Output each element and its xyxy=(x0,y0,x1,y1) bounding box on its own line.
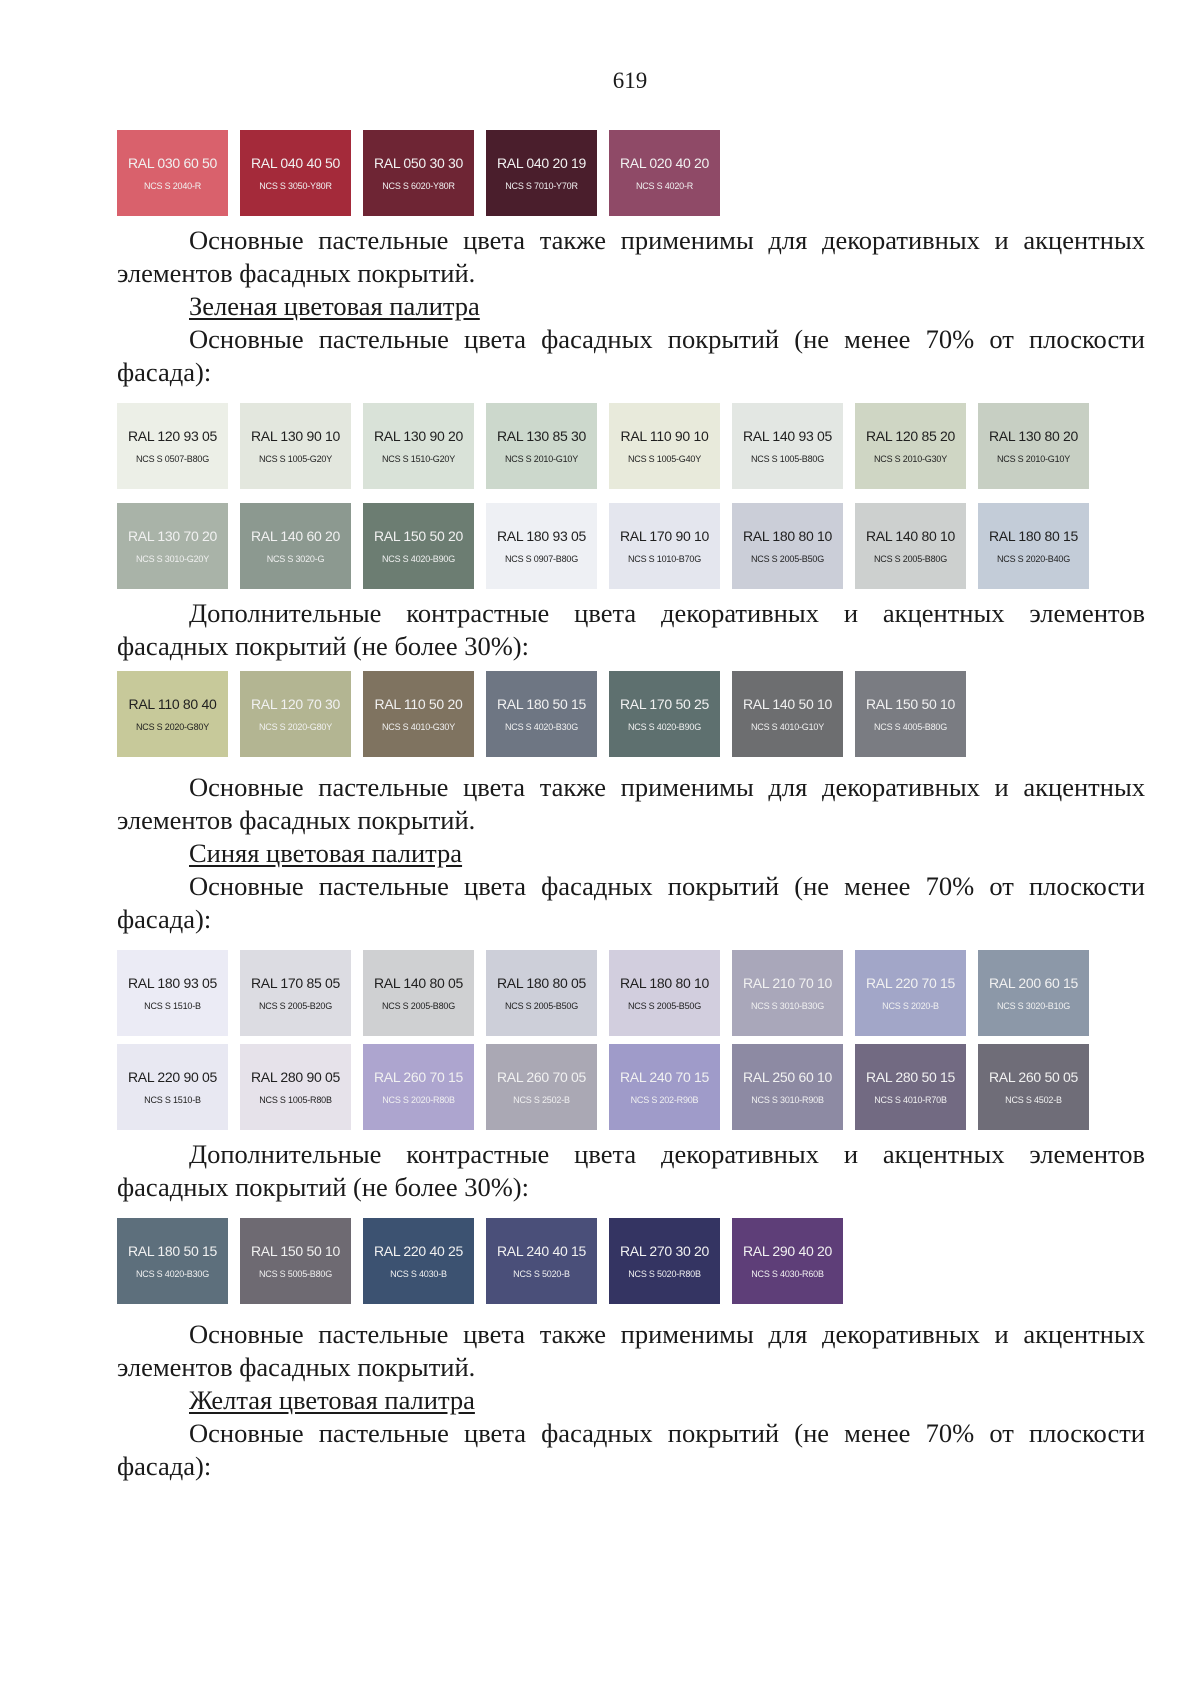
swatch-ral-code: RAL 150 50 10 xyxy=(251,1243,340,1259)
swatch-ral-code: RAL 220 70 15 xyxy=(866,975,955,991)
swatch-ral-code: RAL 130 90 20 xyxy=(374,428,463,444)
swatch-ncs-code: NCS S 1010-B70G xyxy=(627,554,702,564)
swatch-ral-code: RAL 130 90 10 xyxy=(251,428,340,444)
color-swatch xyxy=(609,403,720,489)
color-swatch xyxy=(117,671,228,757)
swatch-ncs-code: NCS S 4020-B30G xyxy=(135,1269,210,1279)
color-swatch xyxy=(978,1044,1089,1130)
swatch-ral-code: RAL 180 80 05 xyxy=(497,975,586,991)
color-swatch xyxy=(240,671,351,757)
swatch-ral-code: RAL 180 50 15 xyxy=(128,1243,217,1259)
color-swatch xyxy=(855,671,966,757)
color-swatch xyxy=(609,1218,720,1304)
swatch-ral-code: RAL 180 80 10 xyxy=(620,975,709,991)
swatch-ral-code: RAL 120 93 05 xyxy=(128,428,217,444)
swatch-ral-code: RAL 180 80 10 xyxy=(743,528,832,544)
swatch-ncs-code: NCS S 1005-B80G xyxy=(750,454,825,464)
paragraph-green-extra: Дополнительные контрастные цвета декоративных и акцентных элементов фасадных покрытий (не более 30%): xyxy=(117,598,1145,661)
swatch-ral-code: RAL 130 85 30 xyxy=(497,428,586,444)
swatch-ncs-code: NCS S 3020-B10G xyxy=(996,1001,1071,1011)
swatch-ral-code: RAL 260 70 05 xyxy=(497,1069,586,1085)
swatch-ral-code: RAL 250 60 10 xyxy=(743,1069,832,1085)
swatch-ncs-code: NCS S 4020-B90G xyxy=(381,554,456,564)
color-swatch xyxy=(486,503,597,589)
swatch-ral-code: RAL 040 20 19 xyxy=(497,155,586,171)
heading-yellow-palette xyxy=(117,1384,1145,1417)
swatch-ral-code: RAL 140 60 20 xyxy=(251,528,340,544)
swatch-ral-code: RAL 240 40 15 xyxy=(497,1243,586,1259)
paragraph-green-also: Основные пастельные цвета также применимы для декоративных и акцентных элементов фасадных покрытий. xyxy=(117,772,1145,835)
swatch-ral-code: RAL 260 50 05 xyxy=(989,1069,1078,1085)
swatch-ral-code: RAL 170 85 05 xyxy=(251,975,340,991)
swatch-ral-code: RAL 180 93 05 xyxy=(497,528,586,544)
swatch-ncs-code: NCS S 2020-B40G xyxy=(996,554,1071,564)
swatch-ncs-code: NCS S 6020-Y80R xyxy=(382,181,455,191)
swatch-ncs-code: NCS S 7010-Y70R xyxy=(505,181,578,191)
swatch-ral-code: RAL 210 70 10 xyxy=(743,975,832,991)
swatch-ncs-code: NCS S 4010-R70B xyxy=(874,1095,947,1105)
swatch-ncs-code: NCS S 2020-B xyxy=(882,1001,939,1011)
color-swatch xyxy=(363,503,474,589)
swatch-ral-code: RAL 150 50 10 xyxy=(866,696,955,712)
color-swatch xyxy=(609,671,720,757)
color-swatch xyxy=(486,671,597,757)
heading-yellow-palette-text: Желтая цветовая палитра xyxy=(189,1385,475,1415)
color-swatch xyxy=(117,130,228,216)
swatch-ral-code: RAL 170 90 10 xyxy=(620,528,709,544)
swatch-ral-code: RAL 110 90 10 xyxy=(620,428,709,444)
color-swatch xyxy=(117,1218,228,1304)
heading-blue-palette xyxy=(117,837,1145,870)
palette-green-main-row2 xyxy=(117,503,1145,589)
swatch-ral-code: RAL 130 80 20 xyxy=(989,428,1078,444)
color-swatch xyxy=(363,950,474,1036)
swatch-ncs-code: NCS S 2010-G10Y xyxy=(996,454,1071,464)
swatch-ral-code: RAL 120 70 30 xyxy=(251,696,340,712)
color-swatch xyxy=(732,503,843,589)
swatch-ncs-code: NCS S 5005-B80G xyxy=(258,1269,333,1279)
swatch-ncs-code: NCS S 5020-B xyxy=(513,1269,570,1279)
swatch-ncs-code: NCS S 3010-G20Y xyxy=(135,554,210,564)
swatch-ncs-code: NCS S 2502-B xyxy=(513,1095,570,1105)
swatch-ncs-code: NCS S 3020-G xyxy=(266,554,325,564)
swatch-ral-code: RAL 270 30 20 xyxy=(620,1243,709,1259)
color-swatch xyxy=(117,1044,228,1130)
swatch-ral-code: RAL 180 93 05 xyxy=(128,975,217,991)
color-swatch xyxy=(978,503,1089,589)
swatch-ncs-code: NCS S 3010-B30G xyxy=(750,1001,825,1011)
heading-green-palette xyxy=(117,290,1145,323)
color-swatch xyxy=(117,950,228,1036)
color-swatch xyxy=(609,1044,720,1130)
swatch-ral-code: RAL 170 50 25 xyxy=(620,696,709,712)
swatch-ncs-code: NCS S 2010-G10Y xyxy=(504,454,579,464)
swatch-ncs-code: NCS S 4020-B90G xyxy=(627,722,702,732)
palette-green-extra xyxy=(117,671,1145,757)
color-swatch xyxy=(240,503,351,589)
swatch-ncs-code: NCS S 2005-B20G xyxy=(258,1001,333,1011)
color-swatch xyxy=(240,130,351,216)
swatch-ral-code: RAL 120 85 20 xyxy=(866,428,955,444)
paragraph-red-also: Основные пастельные цвета также применимы для декоративных и акцентных элементов фасадных покрытий. xyxy=(117,225,1145,288)
page-number: 619 xyxy=(612,68,648,93)
swatch-ral-code: RAL 220 90 05 xyxy=(128,1069,217,1085)
swatch-ncs-code: NCS S 2005-B50G xyxy=(627,1001,702,1011)
swatch-ncs-code: NCS S 2005-B50G xyxy=(504,1001,579,1011)
palette-blue-main-row1 xyxy=(117,950,1145,1036)
swatch-ncs-code: NCS S 2020-G80Y xyxy=(135,722,210,732)
swatch-ncs-code: NCS S 0507-B80G xyxy=(135,454,210,464)
color-swatch xyxy=(363,130,474,216)
paragraph-green-main: Основные пастельные цвета фасадных покрытий (не менее 70% от плоскости фасада): xyxy=(117,324,1145,387)
color-swatch xyxy=(240,403,351,489)
swatch-ncs-code: NCS S 2020-R80B xyxy=(382,1095,455,1105)
palette-green-main-row1 xyxy=(117,403,1145,489)
paragraph-blue-main: Основные пастельные цвета фасадных покрытий (не менее 70% от плоскости фасада): xyxy=(117,871,1145,934)
color-swatch xyxy=(117,403,228,489)
swatch-ncs-code: NCS S 5020-R80B xyxy=(628,1269,701,1279)
swatch-ncs-code: NCS S 1005-G40Y xyxy=(627,454,702,464)
color-swatch xyxy=(855,503,966,589)
swatch-ral-code: RAL 140 50 10 xyxy=(743,696,832,712)
color-swatch xyxy=(486,130,597,216)
color-swatch xyxy=(732,403,843,489)
palette-red-extra xyxy=(117,130,1145,216)
color-swatch xyxy=(363,1218,474,1304)
swatch-ral-code: RAL 280 50 15 xyxy=(866,1069,955,1085)
swatch-ral-code: RAL 140 80 05 xyxy=(374,975,463,991)
color-swatch xyxy=(240,1218,351,1304)
color-swatch xyxy=(240,1044,351,1130)
paragraph-blue-also: Основные пастельные цвета также применимы для декоративных и акцентных элементов фасадных покрытий. xyxy=(117,1319,1145,1382)
swatch-ncs-code: NCS S 2005-B50G xyxy=(750,554,825,564)
swatch-ncs-code: NCS S 1510-B xyxy=(144,1095,201,1105)
color-swatch xyxy=(363,403,474,489)
swatch-ncs-code: NCS S 2020-G80Y xyxy=(258,722,333,732)
swatch-ncs-code: NCS S 1510-G20Y xyxy=(381,454,456,464)
color-swatch xyxy=(486,1044,597,1130)
swatch-ral-code: RAL 030 60 50 xyxy=(128,155,217,171)
swatch-ncs-code: NCS S 3050-Y80R xyxy=(259,181,332,191)
swatch-ral-code: RAL 180 50 15 xyxy=(497,696,586,712)
paragraph-yellow-main: Основные пастельные цвета фасадных покрытий (не менее 70% от плоскости фасада): xyxy=(117,1418,1145,1481)
color-swatch xyxy=(732,671,843,757)
swatch-ncs-code: NCS S 1005-R80B xyxy=(259,1095,332,1105)
swatch-ncs-code: NCS S 202-R90B xyxy=(630,1095,699,1105)
swatch-ral-code: RAL 050 30 30 xyxy=(374,155,463,171)
color-swatch xyxy=(855,1044,966,1130)
swatch-ral-code: RAL 240 70 15 xyxy=(620,1069,709,1085)
swatch-ncs-code: NCS S 1005-G20Y xyxy=(258,454,333,464)
swatch-ncs-code: NCS S 4005-B80G xyxy=(873,722,948,732)
swatch-ncs-code: NCS S 3010-R90B xyxy=(751,1095,824,1105)
color-swatch xyxy=(855,403,966,489)
swatch-ncs-code: NCS S 0907-B80G xyxy=(504,554,579,564)
swatch-ncs-code: NCS S 2005-B80G xyxy=(381,1001,456,1011)
swatch-ral-code: RAL 110 50 20 xyxy=(374,696,463,712)
color-swatch xyxy=(732,950,843,1036)
swatch-ral-code: RAL 150 50 20 xyxy=(374,528,463,544)
swatch-ral-code: RAL 140 80 10 xyxy=(866,528,955,544)
color-swatch xyxy=(978,403,1089,489)
color-swatch xyxy=(486,1218,597,1304)
swatch-ral-code: RAL 020 40 20 xyxy=(620,155,709,171)
color-swatch xyxy=(363,671,474,757)
color-swatch xyxy=(240,950,351,1036)
swatch-ncs-code: NCS S 2040-R xyxy=(143,181,202,191)
swatch-ral-code: RAL 110 80 40 xyxy=(128,696,217,712)
swatch-ral-code: RAL 280 90 05 xyxy=(251,1069,340,1085)
swatch-ncs-code: NCS S 2010-G30Y xyxy=(873,454,948,464)
color-swatch xyxy=(486,403,597,489)
swatch-ral-code: RAL 260 70 15 xyxy=(374,1069,463,1085)
heading-blue-palette-text: Синяя цветовая палитра xyxy=(189,838,463,868)
color-swatch xyxy=(978,950,1089,1036)
color-swatch xyxy=(117,503,228,589)
color-swatch xyxy=(609,503,720,589)
color-swatch xyxy=(609,130,720,216)
page-content xyxy=(117,130,1145,1483)
swatch-ral-code: RAL 180 80 15 xyxy=(989,528,1078,544)
swatch-ral-code: RAL 140 93 05 xyxy=(743,428,832,444)
swatch-ncs-code: NCS S 4502-B xyxy=(1005,1095,1062,1105)
color-swatch xyxy=(732,1044,843,1130)
heading-green-palette-text: Зеленая цветовая палитра xyxy=(189,291,480,321)
swatch-ncs-code: NCS S 2005-B80G xyxy=(873,554,948,564)
swatch-ncs-code: NCS S 4020-B30G xyxy=(504,722,579,732)
swatch-ral-code: RAL 040 40 50 xyxy=(251,155,340,171)
swatch-ncs-code: NCS S 1510-B xyxy=(144,1001,201,1011)
swatch-ral-code: RAL 130 70 20 xyxy=(128,528,217,544)
swatch-ncs-code: NCS S 4010-G10Y xyxy=(750,722,825,732)
color-swatch xyxy=(609,950,720,1036)
color-swatch xyxy=(486,950,597,1036)
swatch-ncs-code: NCS S 4030-B xyxy=(390,1269,447,1279)
swatch-ncs-code: NCS S 4010-G30Y xyxy=(381,722,456,732)
swatch-ncs-code: NCS S 4020-R xyxy=(635,181,694,191)
color-swatch xyxy=(732,1218,843,1304)
palette-blue-extra xyxy=(117,1218,1145,1304)
color-swatch xyxy=(363,1044,474,1130)
palette-blue-main-row2 xyxy=(117,1044,1145,1130)
color-swatch xyxy=(855,950,966,1036)
paragraph-blue-extra: Дополнительные контрастные цвета декоративных и акцентных элементов фасадных покрытий (не более 30%): xyxy=(117,1139,1145,1202)
swatch-ral-code: RAL 290 40 20 xyxy=(743,1243,832,1259)
swatch-ral-code: RAL 200 60 15 xyxy=(989,975,1078,991)
swatch-ral-code: RAL 220 40 25 xyxy=(374,1243,463,1259)
swatch-ncs-code: NCS S 4030-R60B xyxy=(751,1269,824,1279)
